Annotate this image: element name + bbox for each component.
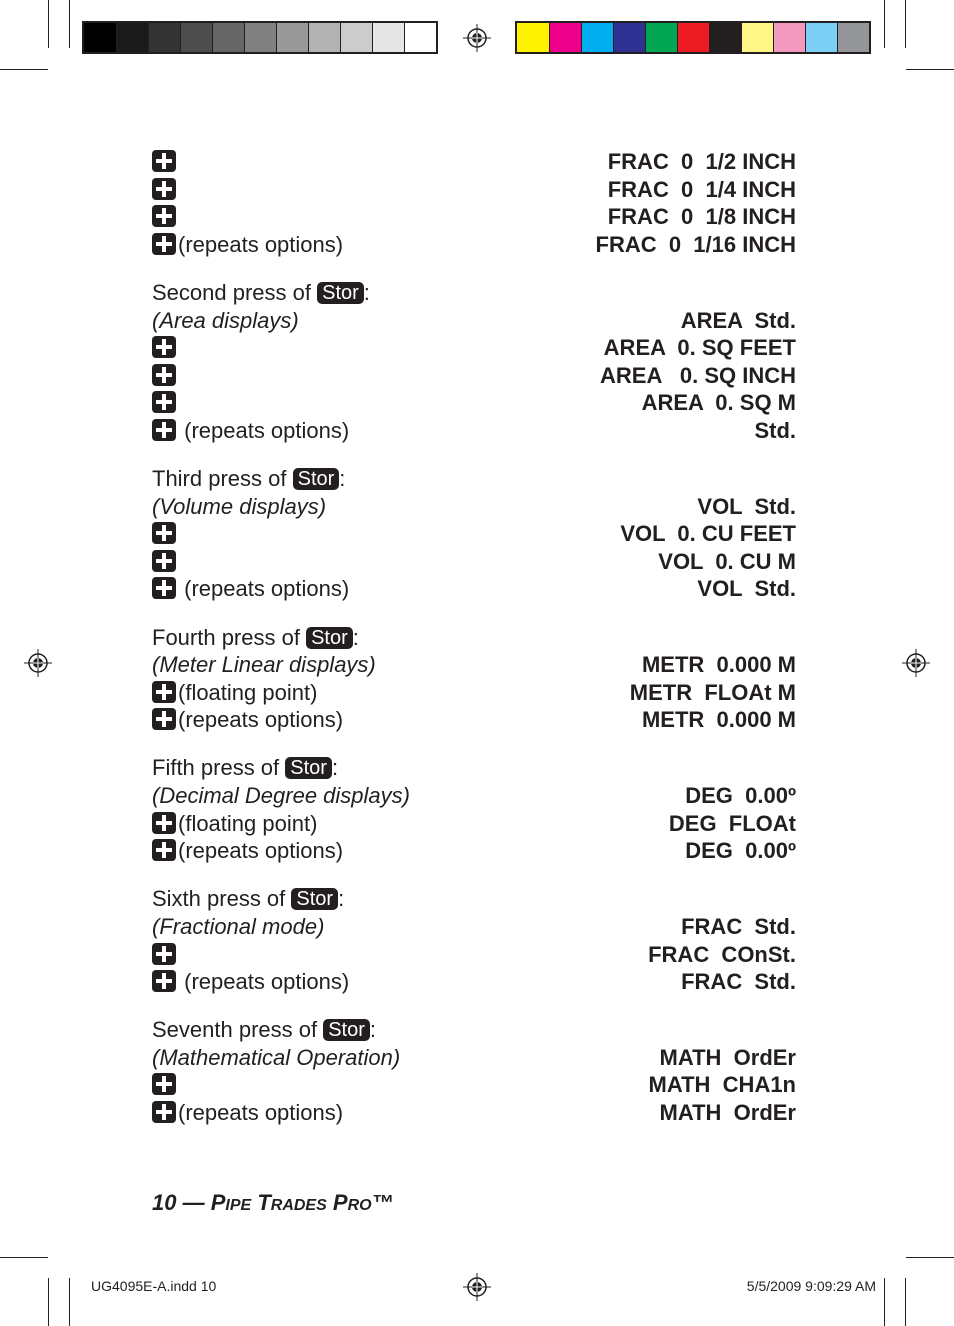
- display-row: [0, 1016, 954, 1044]
- row-instruction: [152, 389, 178, 417]
- display-row: [0, 176, 954, 204]
- row-instruction: [152, 782, 410, 810]
- instruction-text: (repeats options): [178, 576, 350, 602]
- press-label: Second press of: [152, 279, 318, 305]
- display-readout: FRAC 0 1/2 INCH: [607, 149, 796, 174]
- display-row: [0, 362, 954, 390]
- color-swatch: [404, 23, 436, 52]
- plus-key-icon: [152, 812, 176, 834]
- stor-key-icon: Stor: [317, 282, 364, 304]
- display-row: [0, 782, 954, 810]
- display-row: [0, 575, 954, 603]
- display-row: [0, 913, 954, 941]
- row-instruction: Second press of Stor :: [152, 279, 370, 305]
- title-part: RO: [347, 1197, 372, 1214]
- crop-mark: [905, 1278, 906, 1326]
- display-readout: AREA 0. SQ M: [641, 390, 796, 416]
- row-instruction: [152, 548, 178, 576]
- crop-mark: [48, 0, 49, 48]
- plus-key-icon: [152, 336, 176, 358]
- row-instruction: [152, 1071, 178, 1099]
- plus-key-icon: [152, 205, 176, 227]
- color-swatch: [581, 23, 613, 52]
- display-readout: DEG 0.00º: [685, 838, 796, 864]
- mode-description: (Mathematical Operation): [152, 1044, 401, 1070]
- plus-key-icon: [152, 364, 176, 386]
- color-swatch: [212, 23, 244, 52]
- color-swatch: [677, 23, 709, 52]
- row-instruction: Third press of Stor :: [152, 466, 346, 491]
- color-swatch: [116, 23, 148, 52]
- registration-mark-icon: [463, 1273, 491, 1301]
- display-readout: AREA 0. SQ INCH: [600, 362, 796, 388]
- crop-mark: [0, 1257, 48, 1258]
- plus-key-icon: [152, 970, 176, 992]
- title-part: ™: [371, 1190, 394, 1215]
- row-instruction: [152, 148, 178, 176]
- display-readout: METR 0.000 M: [641, 707, 796, 733]
- stor-key-icon: Stor: [285, 757, 332, 779]
- display-row: [0, 279, 954, 307]
- display-row: [0, 1099, 954, 1127]
- row-instruction: [152, 176, 178, 204]
- plus-key-icon: [152, 1073, 176, 1095]
- registration-mark-icon: [463, 24, 491, 52]
- color-swatch: [709, 23, 741, 52]
- stor-key-icon: Stor: [306, 627, 353, 649]
- display-row: [0, 334, 954, 362]
- row-instruction: [152, 231, 343, 259]
- row-instruction: [152, 493, 326, 521]
- mode-description: (Meter Linear displays): [152, 652, 376, 678]
- mode-description: (Fractional mode): [152, 913, 325, 939]
- title-part: P: [210, 1190, 226, 1215]
- display-row: [0, 679, 954, 707]
- display-row: [0, 203, 954, 231]
- row-instruction: [152, 651, 376, 679]
- display-readout: VOL Std.: [697, 576, 796, 602]
- display-readout: MATH OrdEr: [659, 1100, 796, 1125]
- display-row: [0, 520, 954, 548]
- color-swatch: [517, 23, 549, 52]
- grayscale-color-bar: [82, 21, 438, 54]
- display-readout: VOL Std.: [697, 493, 796, 519]
- stor-key-icon: Stor: [293, 468, 340, 490]
- row-instruction: [152, 203, 178, 231]
- color-swatch: [308, 23, 340, 52]
- display-readout: VOL 0. CU FEET: [620, 521, 796, 547]
- display-row: [0, 148, 954, 176]
- display-row: [0, 968, 954, 996]
- row-instruction: [152, 1044, 400, 1072]
- plus-key-icon: [152, 577, 176, 599]
- instruction-text: (repeats options): [178, 1100, 344, 1125]
- color-swatch: [180, 23, 212, 52]
- display-readout: METR 0.000 M: [641, 652, 796, 678]
- display-readout: MATH OrdEr: [659, 1044, 796, 1070]
- color-swatch: [837, 23, 869, 52]
- plus-key-icon: [152, 233, 176, 255]
- slug-file: UG4095E-A.indd 10: [91, 1278, 217, 1294]
- crop-mark: [884, 1278, 885, 1326]
- plus-key-icon: [152, 1101, 176, 1123]
- display-row: [0, 307, 954, 335]
- color-swatch: [84, 23, 116, 52]
- crop-mark: [905, 0, 906, 48]
- row-instruction: Fifth press of Stor :: [152, 755, 339, 781]
- display-row: [0, 1071, 954, 1099]
- display-row: [0, 417, 954, 445]
- press-label: Seventh press of: [152, 1017, 324, 1043]
- display-row: [0, 837, 954, 865]
- row-instruction: [152, 968, 349, 996]
- footer-dash: —: [176, 1190, 211, 1215]
- plus-key-icon: [152, 178, 176, 200]
- row-instruction: [152, 362, 178, 390]
- title-part: T: [251, 1190, 271, 1215]
- display-row: [0, 810, 954, 838]
- mode-description: (Area displays): [152, 307, 299, 333]
- page-footer: [152, 1190, 394, 1216]
- plus-key-icon: [152, 943, 176, 965]
- row-instruction: [152, 941, 178, 969]
- display-readout: DEG 0.00º: [685, 783, 796, 808]
- display-readout: DEG FLOAt: [668, 810, 796, 836]
- display-readout: Std.: [754, 417, 796, 443]
- display-row: [0, 651, 954, 679]
- crop-mark: [884, 0, 885, 48]
- color-swatch: [741, 23, 773, 52]
- color-swatch: [549, 23, 581, 52]
- title-part: IPE: [225, 1197, 252, 1214]
- crop-mark: [906, 69, 954, 70]
- plus-key-icon: [152, 550, 176, 572]
- row-instruction: Seventh press of Stor :: [152, 1017, 377, 1043]
- display-readout: FRAC Std.: [681, 969, 796, 995]
- display-row: [0, 493, 954, 521]
- color-swatch: [645, 23, 677, 52]
- row-instruction: [152, 913, 324, 941]
- plus-key-icon: [152, 419, 176, 441]
- row-instruction: Sixth press of Stor :: [152, 886, 345, 912]
- display-readout: VOL 0. CU M: [658, 548, 796, 574]
- color-swatch: [773, 23, 805, 52]
- slug-date: 5/5/2009 9:09:29 AM: [746, 1278, 876, 1294]
- crop-mark: [69, 1278, 70, 1326]
- color-swatch: [613, 23, 645, 52]
- display-row: [0, 885, 954, 913]
- title-part: RADES: [270, 1197, 327, 1214]
- page-number: 10: [152, 1190, 177, 1215]
- crop-mark: [906, 1257, 954, 1258]
- plus-key-icon: [152, 391, 176, 413]
- display-row: [0, 465, 954, 493]
- display-readout: MATH CHA1n: [648, 1072, 796, 1098]
- color-swatch: [276, 23, 308, 52]
- color-swatch: [244, 23, 276, 52]
- press-label: Fourth press of: [152, 624, 307, 650]
- display-readout: AREA Std.: [680, 307, 796, 333]
- crop-mark: [69, 0, 70, 48]
- display-row: [0, 754, 954, 782]
- row-instruction: [152, 575, 349, 603]
- row-instruction: [152, 520, 178, 548]
- row-instruction: [152, 334, 178, 362]
- stor-key-icon: Stor: [323, 1019, 370, 1041]
- display-readout: AREA 0. SQ FEET: [603, 335, 796, 361]
- row-instruction: [152, 810, 317, 838]
- process-color-bar: [515, 21, 871, 54]
- mode-description: (Decimal Degree displays): [152, 783, 410, 808]
- instruction-text: (floating point): [178, 810, 318, 836]
- instruction-text: (repeats options): [178, 838, 344, 864]
- plus-key-icon: [152, 708, 176, 730]
- color-swatch: [372, 23, 404, 52]
- stor-key-icon: Stor: [291, 888, 338, 910]
- crop-mark: [0, 69, 48, 70]
- plus-key-icon: [152, 681, 176, 703]
- instruction-text: (repeats options): [178, 417, 350, 443]
- instruction-text: (floating point): [178, 679, 318, 705]
- display-readout: METR FLOAt M: [629, 679, 796, 705]
- display-readout: FRAC 0 1/4 INCH: [607, 176, 796, 202]
- row-instruction: [152, 417, 349, 445]
- title-part: P: [326, 1190, 348, 1215]
- display-readout: FRAC 0 1/16 INCH: [595, 231, 796, 257]
- color-swatch: [148, 23, 180, 52]
- press-label: Third press of: [152, 466, 293, 491]
- display-row: [0, 941, 954, 969]
- display-row: [0, 389, 954, 417]
- row-instruction: [152, 837, 343, 865]
- instruction-text: (repeats options): [178, 231, 344, 257]
- display-row: [0, 548, 954, 576]
- row-instruction: Fourth press of Stor :: [152, 624, 359, 650]
- mode-description: (Volume displays): [152, 493, 327, 519]
- display-readout: FRAC COnSt.: [648, 941, 796, 967]
- row-instruction: [152, 706, 343, 734]
- plus-key-icon: [152, 522, 176, 544]
- display-row: [0, 706, 954, 734]
- row-instruction: [152, 679, 317, 707]
- crop-mark: [48, 1278, 49, 1326]
- row-instruction: [152, 1099, 343, 1127]
- display-row: [0, 231, 954, 259]
- plus-key-icon: [152, 839, 176, 861]
- press-label: Sixth press of: [152, 886, 292, 912]
- plus-key-icon: [152, 150, 176, 172]
- color-swatch: [340, 23, 372, 52]
- display-readout: FRAC 0 1/8 INCH: [607, 204, 796, 230]
- product-title: [211, 1190, 394, 1215]
- press-label: Fifth press of: [152, 755, 286, 781]
- color-swatch: [805, 23, 837, 52]
- display-row: [0, 1044, 954, 1072]
- display-row: [0, 624, 954, 652]
- instruction-text: (repeats options): [178, 707, 344, 733]
- instruction-text: (repeats options): [178, 969, 350, 995]
- row-instruction: [152, 307, 299, 335]
- display-readout: FRAC Std.: [681, 913, 796, 939]
